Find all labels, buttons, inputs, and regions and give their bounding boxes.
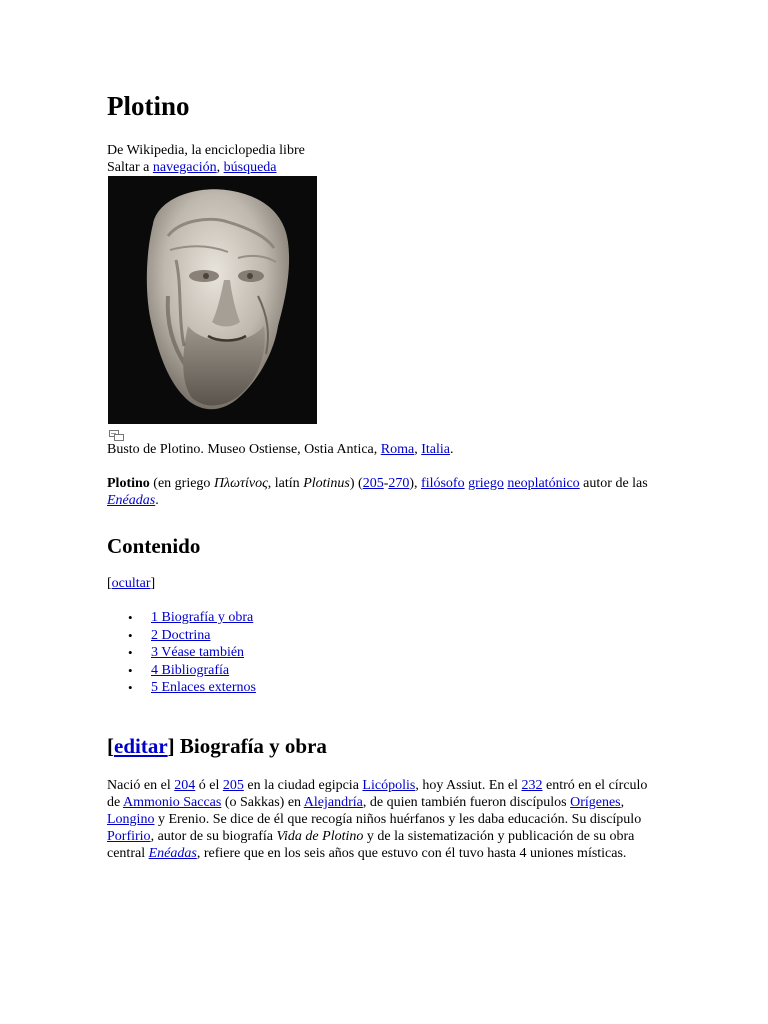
toc-item: [107, 644, 256, 662]
toc-item: [107, 627, 256, 645]
link-italia[interactable]: Italia: [421, 442, 450, 457]
page-title: Plotino: [107, 91, 190, 121]
toc-hide-link[interactable]: ocultar: [111, 576, 151, 591]
bio-text: y de la sistematización y publicación de su obra central: [107, 829, 635, 861]
toc-link-biografia[interactable]: 1 Biografía y obra: [151, 610, 254, 625]
link-eneadas-bio[interactable]: Enéadas: [148, 846, 197, 861]
link-griego[interactable]: griego: [468, 476, 504, 491]
jump-links: [107, 159, 277, 176]
toc-list: [107, 609, 256, 697]
link-roma[interactable]: Roma: [380, 442, 415, 457]
toc-link-doctrina[interactable]: 2 Doctrina: [151, 627, 211, 643]
intro-paragraph: [107, 475, 662, 509]
bio-text: Nació en el: [107, 778, 175, 793]
intro-text: (en griego: [149, 476, 214, 491]
bio-text: ó el: [195, 778, 223, 793]
toc-link-bibliografia[interactable]: 4 Bibliografía: [151, 662, 230, 678]
bio-text: , hoy Assiut. En el: [415, 778, 522, 793]
link-origenes[interactable]: Orígenes: [570, 795, 621, 810]
toc-toggle: [107, 575, 155, 592]
bio-text: , de quien también fueron discípulos: [362, 795, 571, 810]
latin-name: Plotinus: [303, 476, 350, 491]
bio-text: ,: [620, 795, 625, 810]
intro-text: , latín: [267, 476, 304, 491]
edit-bracket: [: [107, 734, 114, 758]
intro-text: ) (: [349, 476, 363, 491]
link-year-270[interactable]: 270: [388, 476, 410, 491]
toc-item: [107, 679, 256, 697]
toc-bracket: [: [107, 576, 112, 591]
bio-text: , refiere que en los seis años que estuvo con él tuvo hasta 4 uniones místicas.: [196, 846, 627, 861]
toc-bracket: ]: [150, 576, 156, 591]
bio-text: en la ciudad egipcia: [243, 778, 363, 793]
link-longino[interactable]: Longino: [107, 812, 155, 827]
link-alejandria[interactable]: Alejandría: [303, 795, 363, 810]
link-filosofo[interactable]: filósofo: [421, 476, 465, 491]
toc-item: [107, 609, 256, 627]
intro-text: -: [383, 476, 389, 491]
toc-item: [107, 662, 256, 680]
intro-text: autor de las: [579, 476, 648, 491]
edit-section-link[interactable]: editar: [114, 734, 168, 758]
link-year-205[interactable]: 205: [362, 476, 384, 491]
toc-link-vease[interactable]: 3 Véase también: [151, 645, 245, 661]
link-neoplatonico[interactable]: neoplatónico: [507, 476, 580, 491]
link-year-204[interactable]: 204: [174, 778, 196, 793]
intro-text: .: [155, 493, 159, 508]
bust-image[interactable]: [108, 176, 317, 424]
bio-paragraph: [107, 777, 655, 862]
bio-text: entró en el círculo de: [107, 778, 648, 810]
caption-text: Busto de Plotino. Museo Ostiense, Ostia Antica,: [107, 442, 381, 457]
intro-text: ),: [409, 476, 422, 491]
caption-separator: ,: [414, 442, 422, 457]
link-ammonio-saccas[interactable]: Ammonio Saccas: [122, 795, 222, 810]
site-tagline: De Wikipedia, la enciclopedia libre: [107, 143, 305, 158]
jump-separator: ,: [216, 160, 224, 175]
bio-text: y Erenio. Se dice de él que recogía niños huérfanos y les daba educación. Su discípulo: [154, 812, 642, 827]
link-eneadas[interactable]: Enéadas: [107, 493, 156, 508]
jump-prefix: Saltar a: [107, 160, 153, 175]
link-year-205-bio[interactable]: 205: [222, 778, 244, 793]
intro-bold-name: Plotino: [107, 476, 150, 491]
caption-end: .: [449, 442, 454, 457]
section-title: Biografía y obra: [174, 734, 327, 758]
link-porfirio[interactable]: Porfirio: [107, 829, 151, 844]
vida-de-plotino: Vida de Plotino: [276, 829, 364, 844]
link-year-232[interactable]: 232: [521, 778, 543, 793]
link-licopolis[interactable]: Licópolis: [362, 778, 416, 793]
toc-link-enlaces[interactable]: 5 Enlaces externos: [151, 680, 256, 696]
toc-title: Contenido: [107, 534, 201, 558]
jump-navigation-link[interactable]: navegación: [152, 160, 217, 175]
image-caption: [107, 441, 453, 458]
section-heading-biografia: [107, 733, 327, 759]
bust-illustration: [108, 176, 317, 424]
edit-bracket: ]: [167, 734, 175, 758]
bio-text: (o Sakkas) en: [221, 795, 304, 810]
jump-search-link[interactable]: búsqueda: [223, 160, 277, 175]
greek-name: Πλωτίνος: [213, 476, 268, 491]
bio-text: , autor de su biografía: [150, 829, 277, 844]
